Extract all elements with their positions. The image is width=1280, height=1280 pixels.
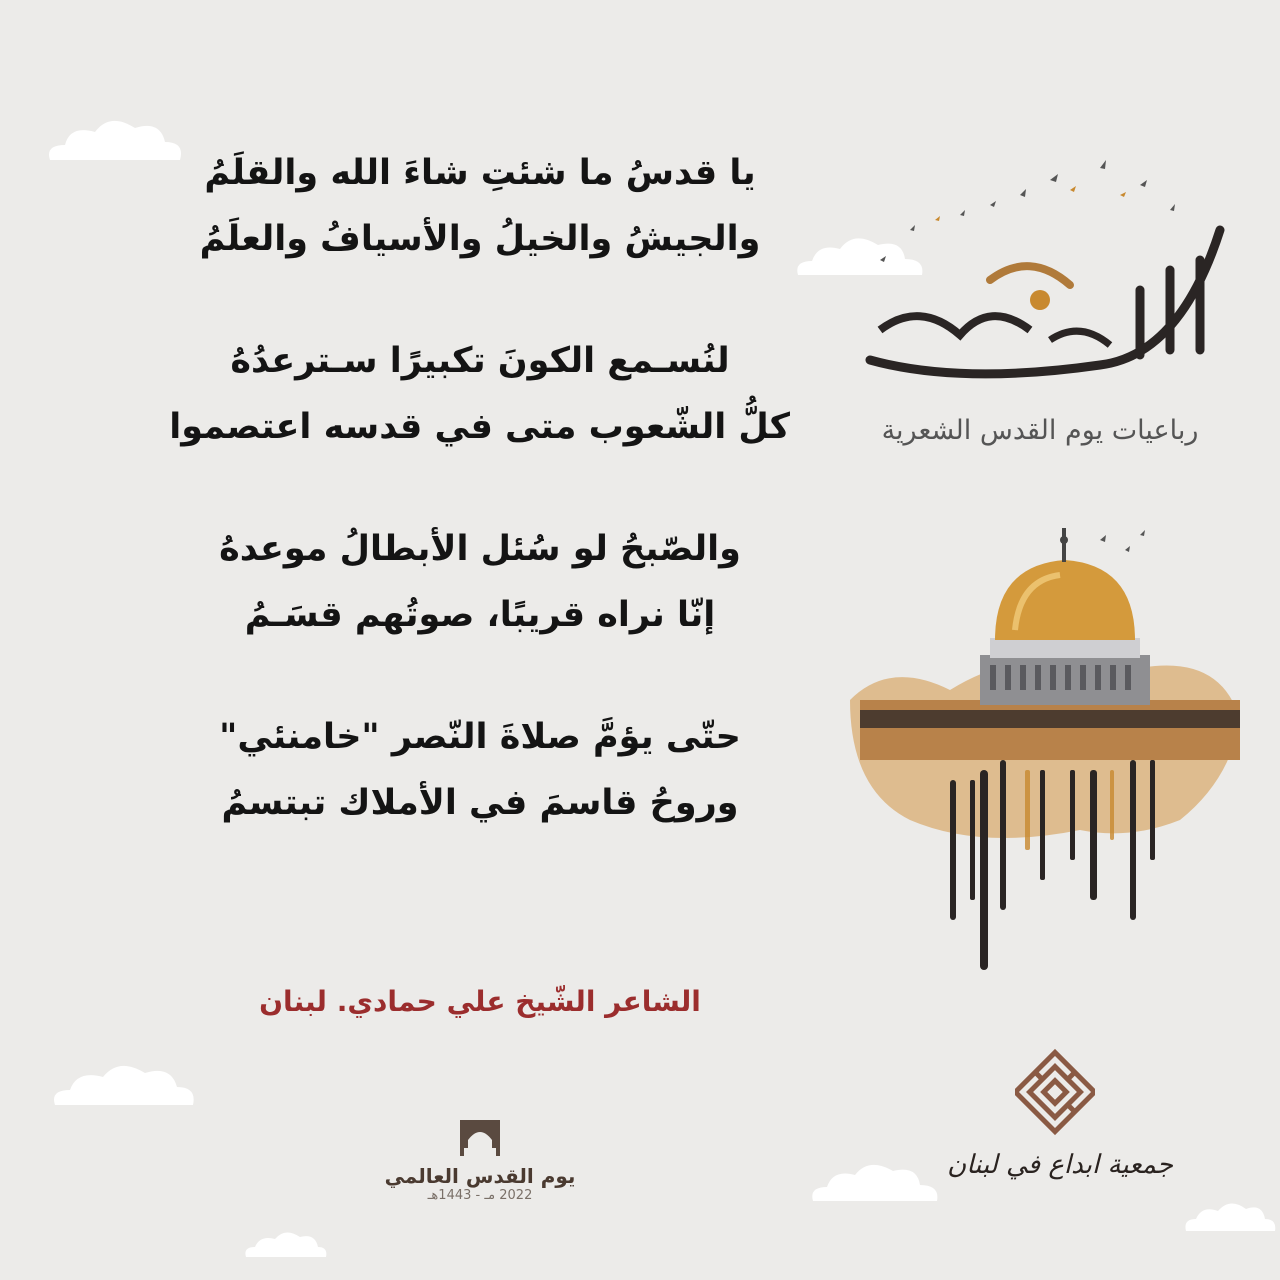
poet-credit: الشاعر الشّيخ علي حمادي. لبنان xyxy=(259,985,701,1018)
cloud-bottom-right-small xyxy=(1180,1195,1280,1235)
organization-name: جمعية ابداع في لبنان xyxy=(947,1150,1173,1180)
calligraphy-title xyxy=(840,150,1240,404)
birds-icon xyxy=(880,160,1175,262)
verse-line: والصّبحُ لو سُئل الأبطالُ موعدهُ xyxy=(219,529,741,569)
verse-line: لنُسـمع الكونَ تكبيرًا سـترعدُهُ xyxy=(230,341,730,381)
mosque-icon xyxy=(460,1120,500,1156)
stanza-1 xyxy=(170,140,790,272)
dome-of-the-rock-illustration xyxy=(830,520,1250,1044)
cloud-bottom-right xyxy=(805,1155,945,1205)
series-title: رباعيات يوم القدس الشعرية xyxy=(881,415,1199,446)
cloud-bottom-left-small xyxy=(240,1225,330,1260)
verse-line: كلُّ الشّعوب متى في قدسه اعتصموا xyxy=(169,407,790,447)
cloud-top-left xyxy=(40,110,190,165)
verse-line: وروحُ قاسمَ في الأملاك تبتسمُ xyxy=(221,783,739,823)
kufic-logo-icon xyxy=(1015,1045,1095,1144)
stanza-3 xyxy=(170,516,790,648)
verse-line: حتّى يؤمَّ صلاةَ النّصر "خامنئي" xyxy=(219,717,741,757)
stanza-2 xyxy=(170,328,790,460)
event-logo xyxy=(380,1120,580,1203)
verse-line: والجيشُ والخيلُ والأسيافُ والعلَمُ xyxy=(199,219,761,259)
verse-line: إنّا نراه قريبًا، صوتُهم قسَـمُ xyxy=(244,595,716,635)
stanza-4 xyxy=(170,704,790,836)
verse-line: يا قدسُ ما شئتِ شاءَ الله والقلَمُ xyxy=(204,153,756,193)
cloud-left-bottom xyxy=(45,1055,205,1110)
poem xyxy=(170,140,790,892)
event-title: يوم القدس العالمي xyxy=(384,1164,576,1188)
event-date: 2022 مـ - 1443هـ xyxy=(427,1188,533,1203)
